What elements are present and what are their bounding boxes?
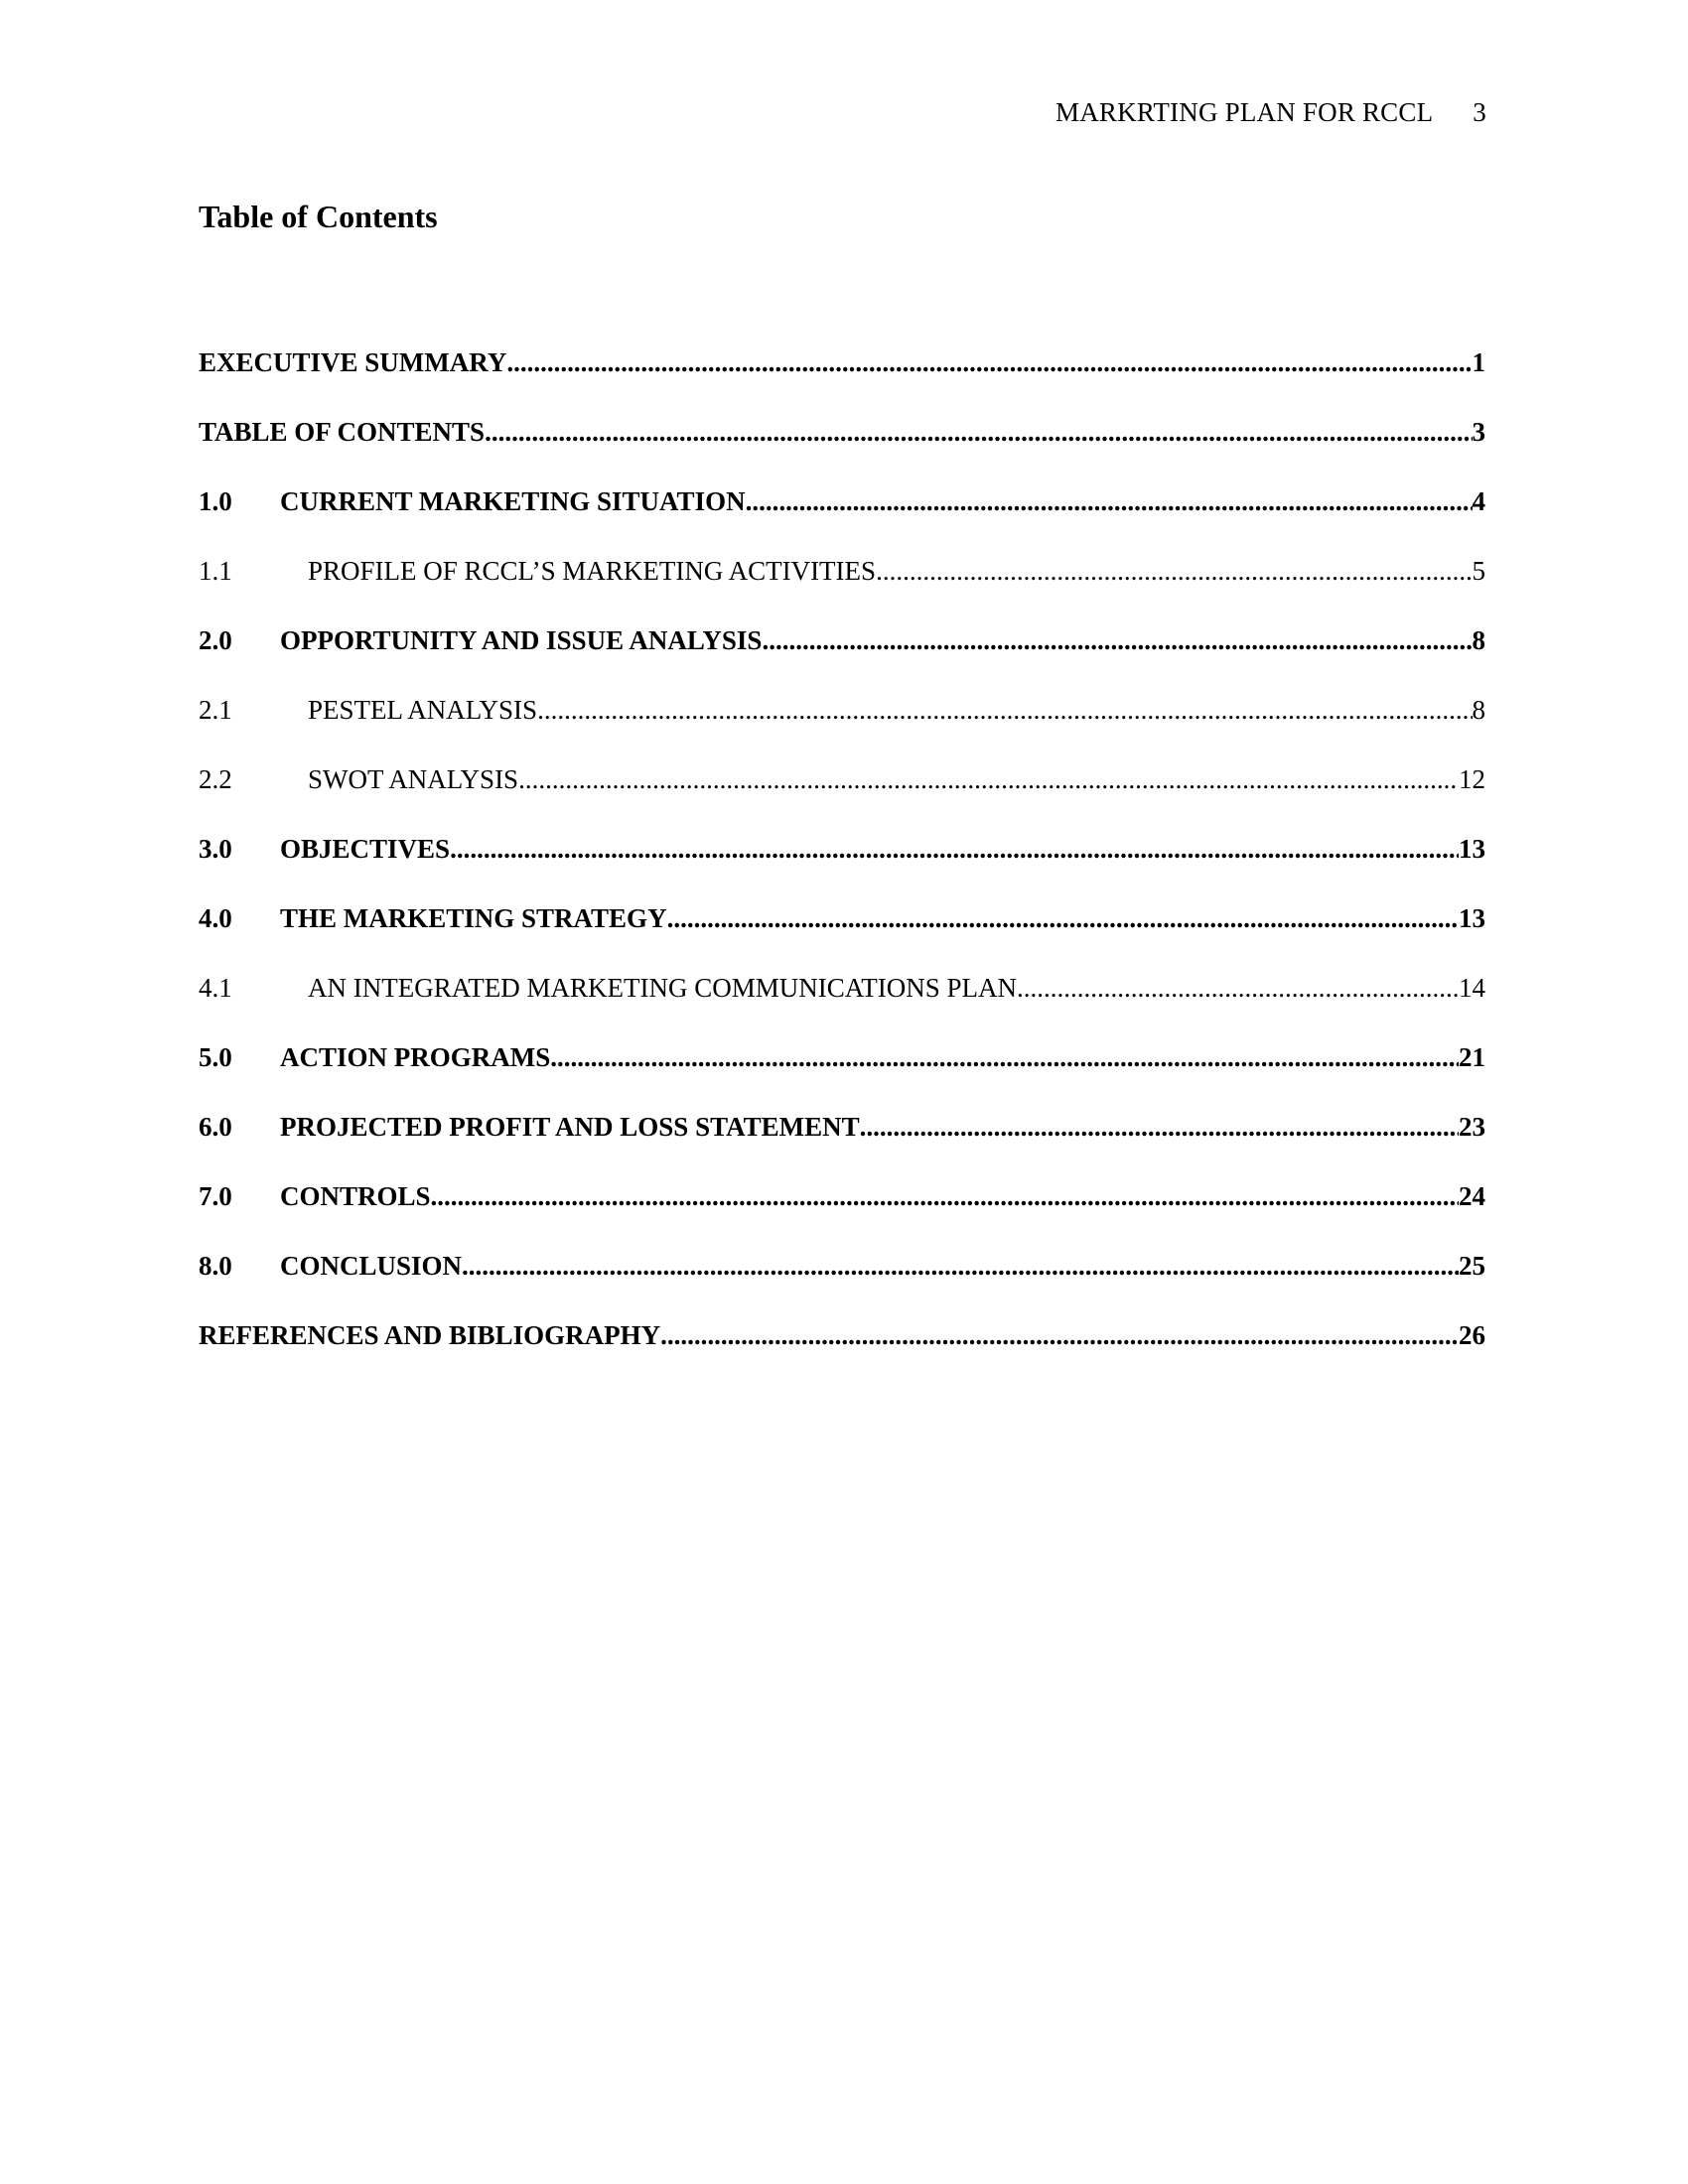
toc-entry-label: CONCLUSION xyxy=(280,1251,463,1281)
dot-leader xyxy=(462,1251,1459,1282)
toc-entry-page: 12 xyxy=(1459,764,1485,794)
toc-entry[interactable] xyxy=(199,347,1485,417)
running-title: MARKRTING PLAN FOR RCCL xyxy=(1055,97,1434,127)
toc-entry-page: 14 xyxy=(1459,973,1485,1003)
toc-entry[interactable] xyxy=(199,556,1485,625)
dot-leader xyxy=(876,556,1472,587)
dot-leader xyxy=(550,1042,1459,1073)
toc-entry-page: 5 xyxy=(1472,556,1485,586)
toc-entry[interactable] xyxy=(199,695,1485,764)
toc-entry-label: CURRENT MARKETING SITUATION xyxy=(280,486,746,516)
toc-entry[interactable] xyxy=(199,625,1485,695)
toc-entry-label: SWOT ANALYSIS xyxy=(308,764,519,794)
toc-entry-page: 1 xyxy=(1472,347,1485,377)
toc-entry-page: 3 xyxy=(1472,417,1485,447)
toc-entry[interactable] xyxy=(199,903,1485,973)
toc-entry-page: 8 xyxy=(1472,695,1485,725)
dot-leader xyxy=(660,1320,1459,1351)
toc-entry-label: ACTION PROGRAMS xyxy=(280,1042,551,1072)
toc-entry[interactable] xyxy=(199,973,1485,1042)
toc-entry[interactable] xyxy=(199,1251,1485,1320)
dot-leader xyxy=(762,625,1472,656)
dot-leader xyxy=(506,347,1472,378)
toc-entry-label: THE MARKETING STRATEGY xyxy=(280,903,667,933)
dot-leader xyxy=(746,486,1473,517)
dot-leader xyxy=(450,834,1459,865)
toc-entry-label: PESTEL ANALYSIS xyxy=(308,695,538,725)
toc-entry-label: CONTROLS xyxy=(280,1181,431,1211)
dot-leader xyxy=(860,1112,1459,1143)
toc-entry-label: TABLE OF CONTENTS xyxy=(199,417,486,447)
toc-entry-label: OBJECTIVES xyxy=(280,834,451,864)
toc-entry[interactable] xyxy=(199,834,1485,903)
toc-title: Table of Contents xyxy=(199,199,438,234)
toc-entry-number: 5.0 xyxy=(199,1042,232,1072)
toc-entry-label: AN INTEGRATED MARKETING COMMUNICATIONS PLAN xyxy=(308,973,1017,1003)
toc-entry[interactable] xyxy=(199,764,1485,834)
toc-entry-number: 2.0 xyxy=(199,625,232,655)
toc-entry-number: 4.1 xyxy=(199,973,232,1003)
toc-list xyxy=(199,347,1485,1390)
toc-entry-number: 8.0 xyxy=(199,1251,232,1281)
dot-leader xyxy=(485,417,1472,448)
toc-entry-number: 2.1 xyxy=(199,695,232,725)
toc-entry-number: 3.0 xyxy=(199,834,232,864)
toc-entry-label: REFERENCES AND BIBLIOGRAPHY xyxy=(199,1320,661,1350)
toc-entry-number: 4.0 xyxy=(199,903,232,933)
dot-leader xyxy=(667,903,1459,934)
toc-entry-page: 24 xyxy=(1459,1181,1485,1211)
toc-entry[interactable] xyxy=(199,1042,1485,1112)
toc-entry-number: 2.2 xyxy=(199,764,232,794)
toc-entry-page: 4 xyxy=(1472,486,1485,516)
toc-entry-page: 26 xyxy=(1459,1320,1485,1350)
toc-entry[interactable] xyxy=(199,417,1485,486)
toc-entry-number: 6.0 xyxy=(199,1112,232,1142)
dot-leader xyxy=(431,1181,1459,1212)
running-header xyxy=(1055,97,1486,128)
toc-entry-label: PROJECTED PROFIT AND LOSS STATEMENT xyxy=(280,1112,860,1142)
toc-entry-label: OPPORTUNITY AND ISSUE ANALYSIS xyxy=(280,625,763,655)
dot-leader xyxy=(1017,973,1459,1004)
toc-entry[interactable] xyxy=(199,1112,1485,1181)
toc-entry-page: 8 xyxy=(1472,625,1485,655)
toc-entry-page: 25 xyxy=(1459,1251,1485,1281)
dot-leader xyxy=(518,764,1459,795)
dot-leader xyxy=(537,695,1472,726)
toc-entry-number: 1.1 xyxy=(199,556,232,586)
toc-entry-page: 13 xyxy=(1459,834,1485,864)
toc-entry-number: 1.0 xyxy=(199,486,232,516)
toc-entry-page: 23 xyxy=(1459,1112,1485,1142)
page-number: 3 xyxy=(1473,97,1486,127)
toc-entry[interactable] xyxy=(199,486,1485,556)
toc-entry-label: PROFILE OF RCCL’S MARKETING ACTIVITIES xyxy=(308,556,877,586)
toc-entry[interactable] xyxy=(199,1320,1485,1390)
toc-entry-number: 7.0 xyxy=(199,1181,232,1211)
toc-entry-page: 21 xyxy=(1459,1042,1485,1072)
toc-entry-label: EXECUTIVE SUMMARY xyxy=(199,347,507,377)
toc-entry-page: 13 xyxy=(1459,903,1485,933)
toc-entry[interactable] xyxy=(199,1181,1485,1251)
